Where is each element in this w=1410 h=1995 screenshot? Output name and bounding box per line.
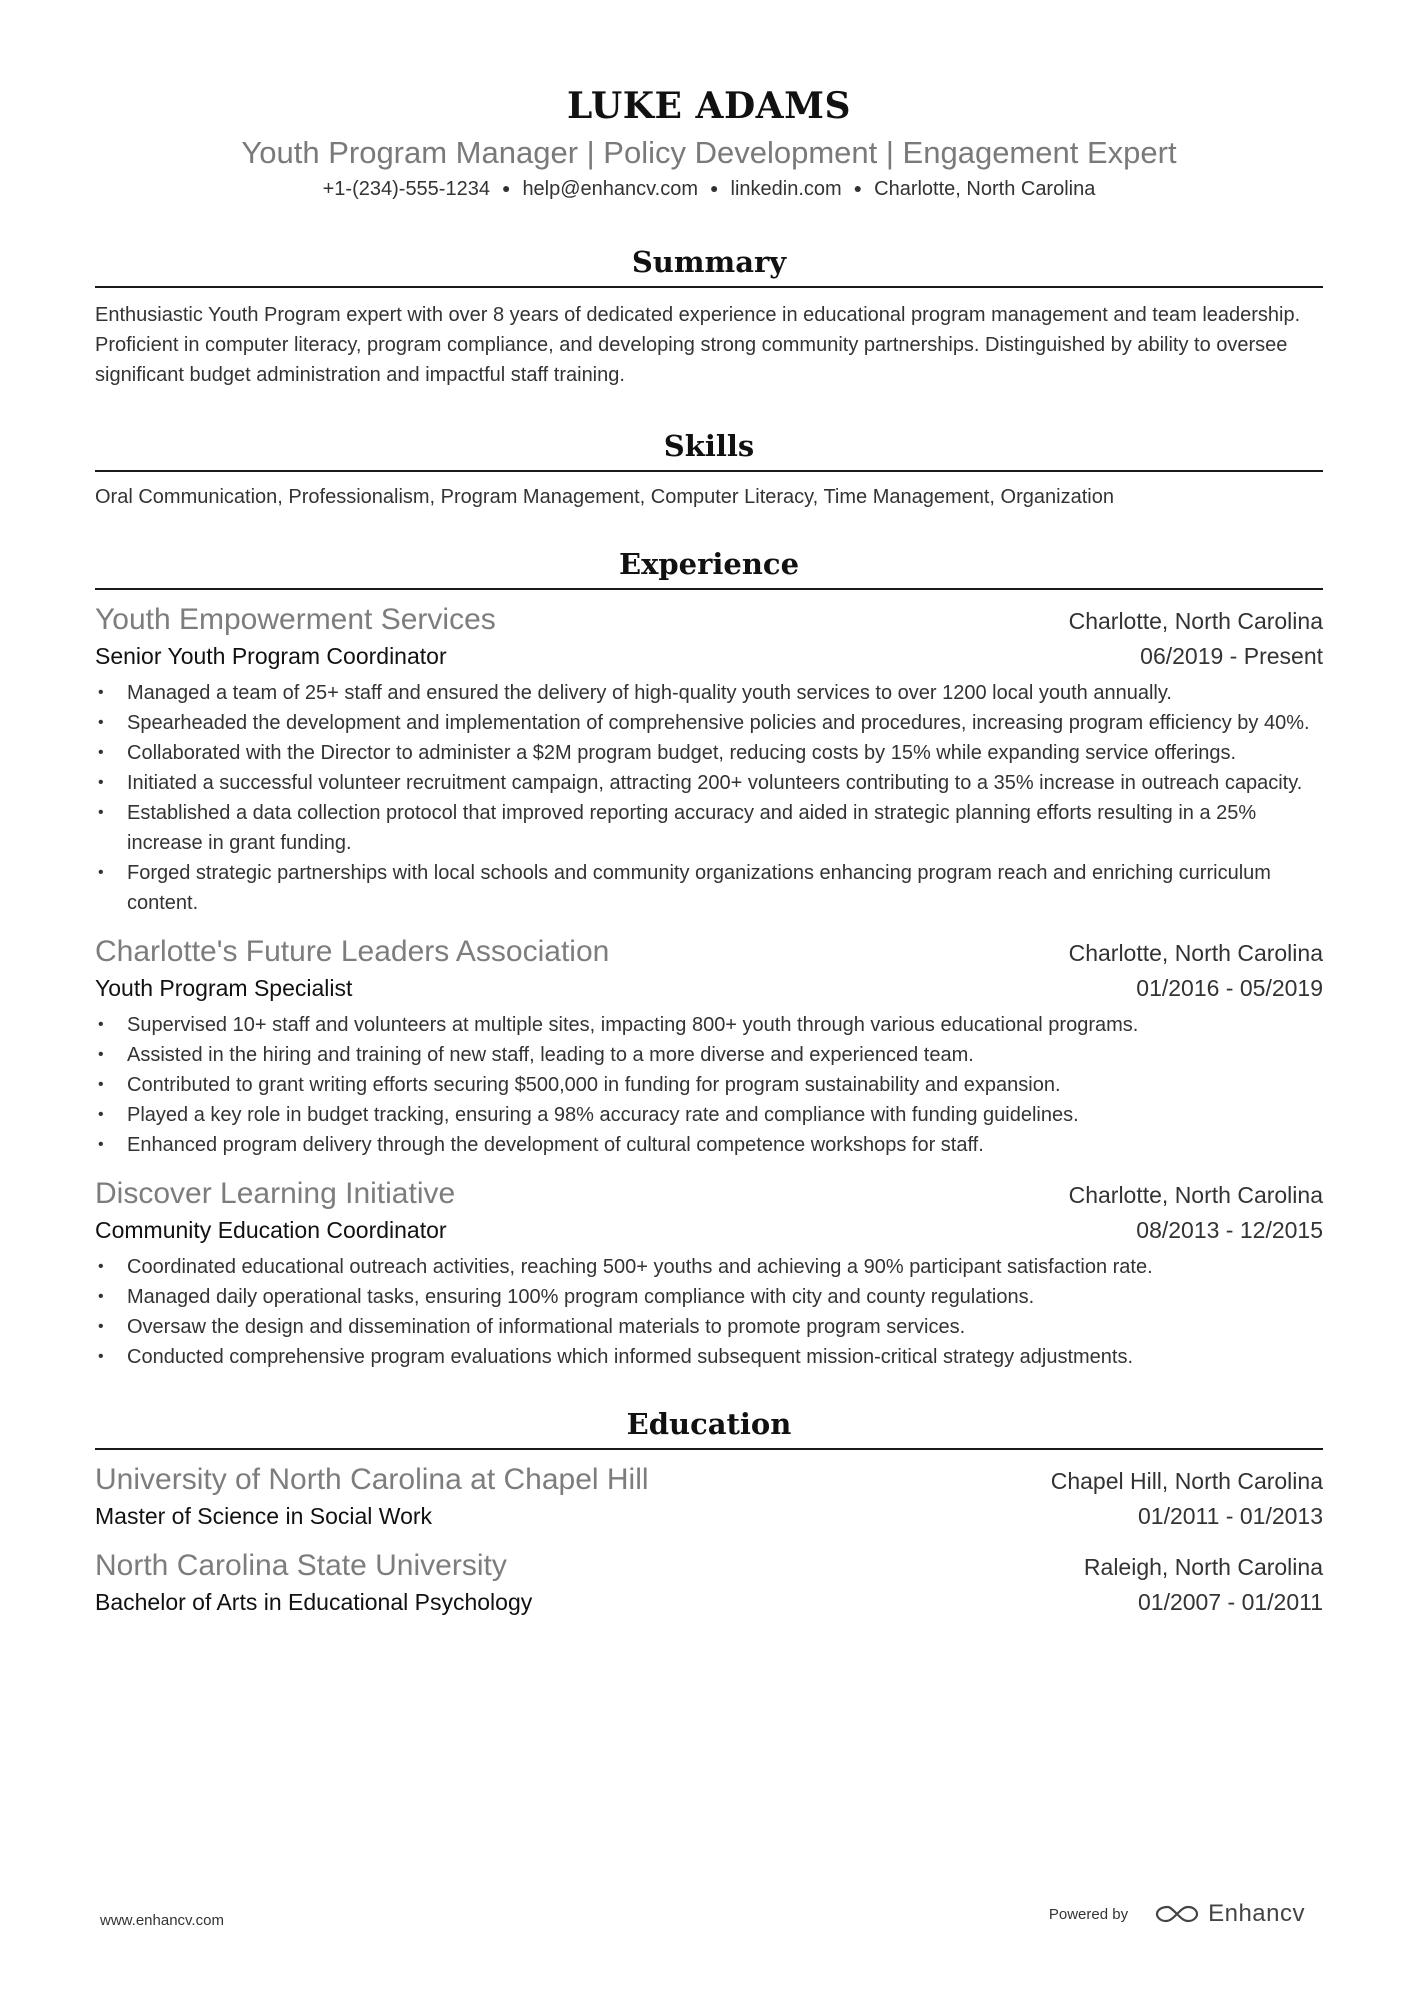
bullet-item (95, 1342, 1323, 1372)
education-entry (95, 1460, 1323, 1532)
summary-text: Enthusiastic Youth Program expert with over 8 years of dedicated experience in educational program management and team leadership. Proficient in computer literacy, program compliance, and developing strong community partnerships. Distinguished by ability to oversee significant budget administration and impactful staff training. (95, 304, 1301, 386)
bullet-item (95, 1100, 1323, 1130)
bullet-text: Managed daily operational tasks, ensuring 100% program compliance with city and county regulations. (127, 1286, 1035, 1308)
contact-email[interactable]: help@enhancv.com (522, 178, 699, 200)
skills-title: Skills (95, 428, 1323, 472)
enhancv-logo-icon (1154, 1902, 1200, 1926)
experience-location: Charlotte, North Carolina (1068, 940, 1323, 966)
bullet-dot-icon: • (98, 804, 104, 821)
contact-line (95, 175, 1323, 204)
summary-title: Summary (95, 244, 1323, 288)
bullet-dot-icon: • (98, 1318, 104, 1335)
bullet-text: Supervised 10+ staff and volunteers at multiple sites, impacting 800+ youth through various educational programs. (127, 1014, 1139, 1036)
bullet-text: Collaborated with the Director to administer a $2M program budget, reducing costs by 15% while expanding service offerings. (127, 742, 1237, 764)
bullet-dot-icon: • (98, 1348, 104, 1365)
experience-role: Community Education Coordinator (95, 1217, 447, 1243)
bullet-dot-icon: • (98, 1136, 104, 1153)
experience-dates: 06/2019 - Present (1140, 643, 1323, 669)
bullet-dot-icon: • (98, 1288, 104, 1305)
bullet-item (95, 708, 1323, 738)
education-degree: Bachelor of Arts in Educational Psychology (95, 1589, 533, 1615)
bullet-dot-icon: • (98, 1076, 104, 1093)
experience-entry (95, 1174, 1323, 1372)
footer-website[interactable]: www.enhancv.com (100, 1912, 224, 1929)
bullet-item (95, 738, 1323, 768)
bullet-dot-icon: • (98, 684, 104, 701)
powered-by-label: Powered by (1048, 1905, 1129, 1923)
experience-title: Experience (95, 546, 1323, 590)
bullet-text: Managed a team of 25+ staff and ensured the delivery of high-quality youth services to over 1200 local youth annually. (127, 682, 1172, 704)
experience-bullets (95, 1252, 1323, 1372)
bullet-text: Oversaw the design and dissemination of informational materials to promote program services. (127, 1316, 966, 1338)
bullet-item (95, 1282, 1323, 1312)
bullet-dot-icon: • (98, 864, 104, 881)
skills-section (95, 428, 1323, 512)
separator-dot: ● (853, 180, 863, 196)
separator-dot: ● (501, 180, 511, 196)
experience-role: Senior Youth Program Coordinator (95, 643, 447, 669)
education-dates: 01/2007 - 01/2011 (1137, 1589, 1323, 1615)
bullet-item (95, 1312, 1323, 1342)
bullet-text: Played a key role in budget tracking, ensuring a 98% accuracy rate and compliance with funding guidelines. (127, 1104, 1079, 1126)
bullet-dot-icon: • (98, 1258, 104, 1275)
bullet-item (95, 858, 1323, 918)
bullet-dot-icon: • (98, 714, 104, 731)
candidate-headline: Youth Program Manager | Policy Development | Engagement Expert (241, 135, 1177, 170)
experience-org: Youth Empowerment Services (95, 603, 496, 636)
candidate-name: LUKE ADAMS (567, 85, 851, 127)
education-section (95, 1406, 1323, 1618)
bullet-dot-icon: • (98, 1106, 104, 1123)
experience-location: Charlotte, North Carolina (1068, 1182, 1323, 1208)
experience-entry (95, 600, 1323, 918)
experience-section (95, 546, 1323, 1372)
skills-text: Oral Communication, Professionalism, Program Management, Computer Literacy, Time Management, Organization (95, 486, 1114, 508)
experience-dates: 08/2013 - 12/2015 (1136, 1217, 1323, 1243)
bullet-text: Enhanced program delivery through the development of cultural competence workshops for staff. (127, 1134, 984, 1156)
bullet-text: Assisted in the hiring and training of new staff, leading to a more diverse and experienced team. (127, 1044, 974, 1066)
bullet-dot-icon: • (98, 1046, 104, 1063)
bullet-item (95, 1010, 1323, 1040)
experience-bullets (95, 1010, 1323, 1160)
bullet-item (95, 1130, 1323, 1160)
experience-location: Charlotte, North Carolina (1068, 608, 1323, 634)
bullet-text: Forged strategic partnerships with local schools and community organizations enhancing program reach and enriching curriculum content. (127, 862, 1271, 914)
summary-section (95, 244, 1323, 390)
experience-org: Discover Learning Initiative (95, 1177, 456, 1210)
experience-dates: 01/2016 - 05/2019 (1136, 975, 1323, 1001)
bullet-text: Contributed to grant writing efforts securing $500,000 in funding for program sustainability and expansion. (127, 1074, 1061, 1096)
contact-phone: +1-(234)-555-1234 (322, 178, 490, 200)
enhancv-logo-text: Enhancv (1208, 1900, 1305, 1927)
bullet-dot-icon: • (98, 1016, 104, 1033)
education-school: North Carolina State University (95, 1549, 507, 1582)
education-location: Raleigh, North Carolina (1083, 1554, 1323, 1580)
bullet-item (95, 1252, 1323, 1282)
bullet-text: Spearheaded the development and implementation of comprehensive policies and procedures, increasing program efficiency by 40%. (127, 712, 1310, 734)
bullet-dot-icon: • (98, 744, 104, 761)
bullet-dot-icon: • (98, 774, 104, 791)
enhancv-logo[interactable] (1154, 1900, 1305, 1928)
education-location: Chapel Hill, North Carolina (1050, 1468, 1323, 1494)
bullet-item (95, 1040, 1323, 1070)
contact-linkedin[interactable]: linkedin.com (730, 178, 842, 200)
bullet-text: Conducted comprehensive program evaluations which informed subsequent mission-critical strategy adjustments. (127, 1346, 1134, 1368)
experience-org: Charlotte's Future Leaders Association (95, 935, 610, 968)
bullet-text: Established a data collection protocol that improved reporting accuracy and aided in strategic planning efforts resulting in a 25% increase in grant funding. (127, 802, 1257, 854)
resume-header (95, 0, 1323, 204)
bullet-item (95, 798, 1323, 858)
bullet-text: Coordinated educational outreach activities, reaching 500+ youths and achieving a 90% participant satisfaction rate. (127, 1256, 1153, 1278)
bullet-item (95, 678, 1323, 708)
education-title: Education (95, 1406, 1323, 1450)
education-dates: 01/2011 - 01/2013 (1137, 1503, 1323, 1529)
experience-bullets (95, 678, 1323, 918)
education-school: University of North Carolina at Chapel Hill (95, 1463, 649, 1496)
bullet-text: Initiated a successful volunteer recruitment campaign, attracting 200+ volunteers contributing to a 35% increase in outreach capacity. (127, 772, 1303, 794)
experience-role: Youth Program Specialist (95, 975, 353, 1001)
bullet-item (95, 1070, 1323, 1100)
bullet-item (95, 768, 1323, 798)
education-entry (95, 1546, 1323, 1618)
separator-dot: ● (710, 180, 719, 196)
resume-page (95, 0, 1323, 1618)
footer-powered-by (1049, 1900, 1305, 1928)
experience-entry (95, 932, 1323, 1160)
contact-location: Charlotte, North Carolina (874, 178, 1096, 200)
education-degree: Master of Science in Social Work (95, 1503, 433, 1529)
